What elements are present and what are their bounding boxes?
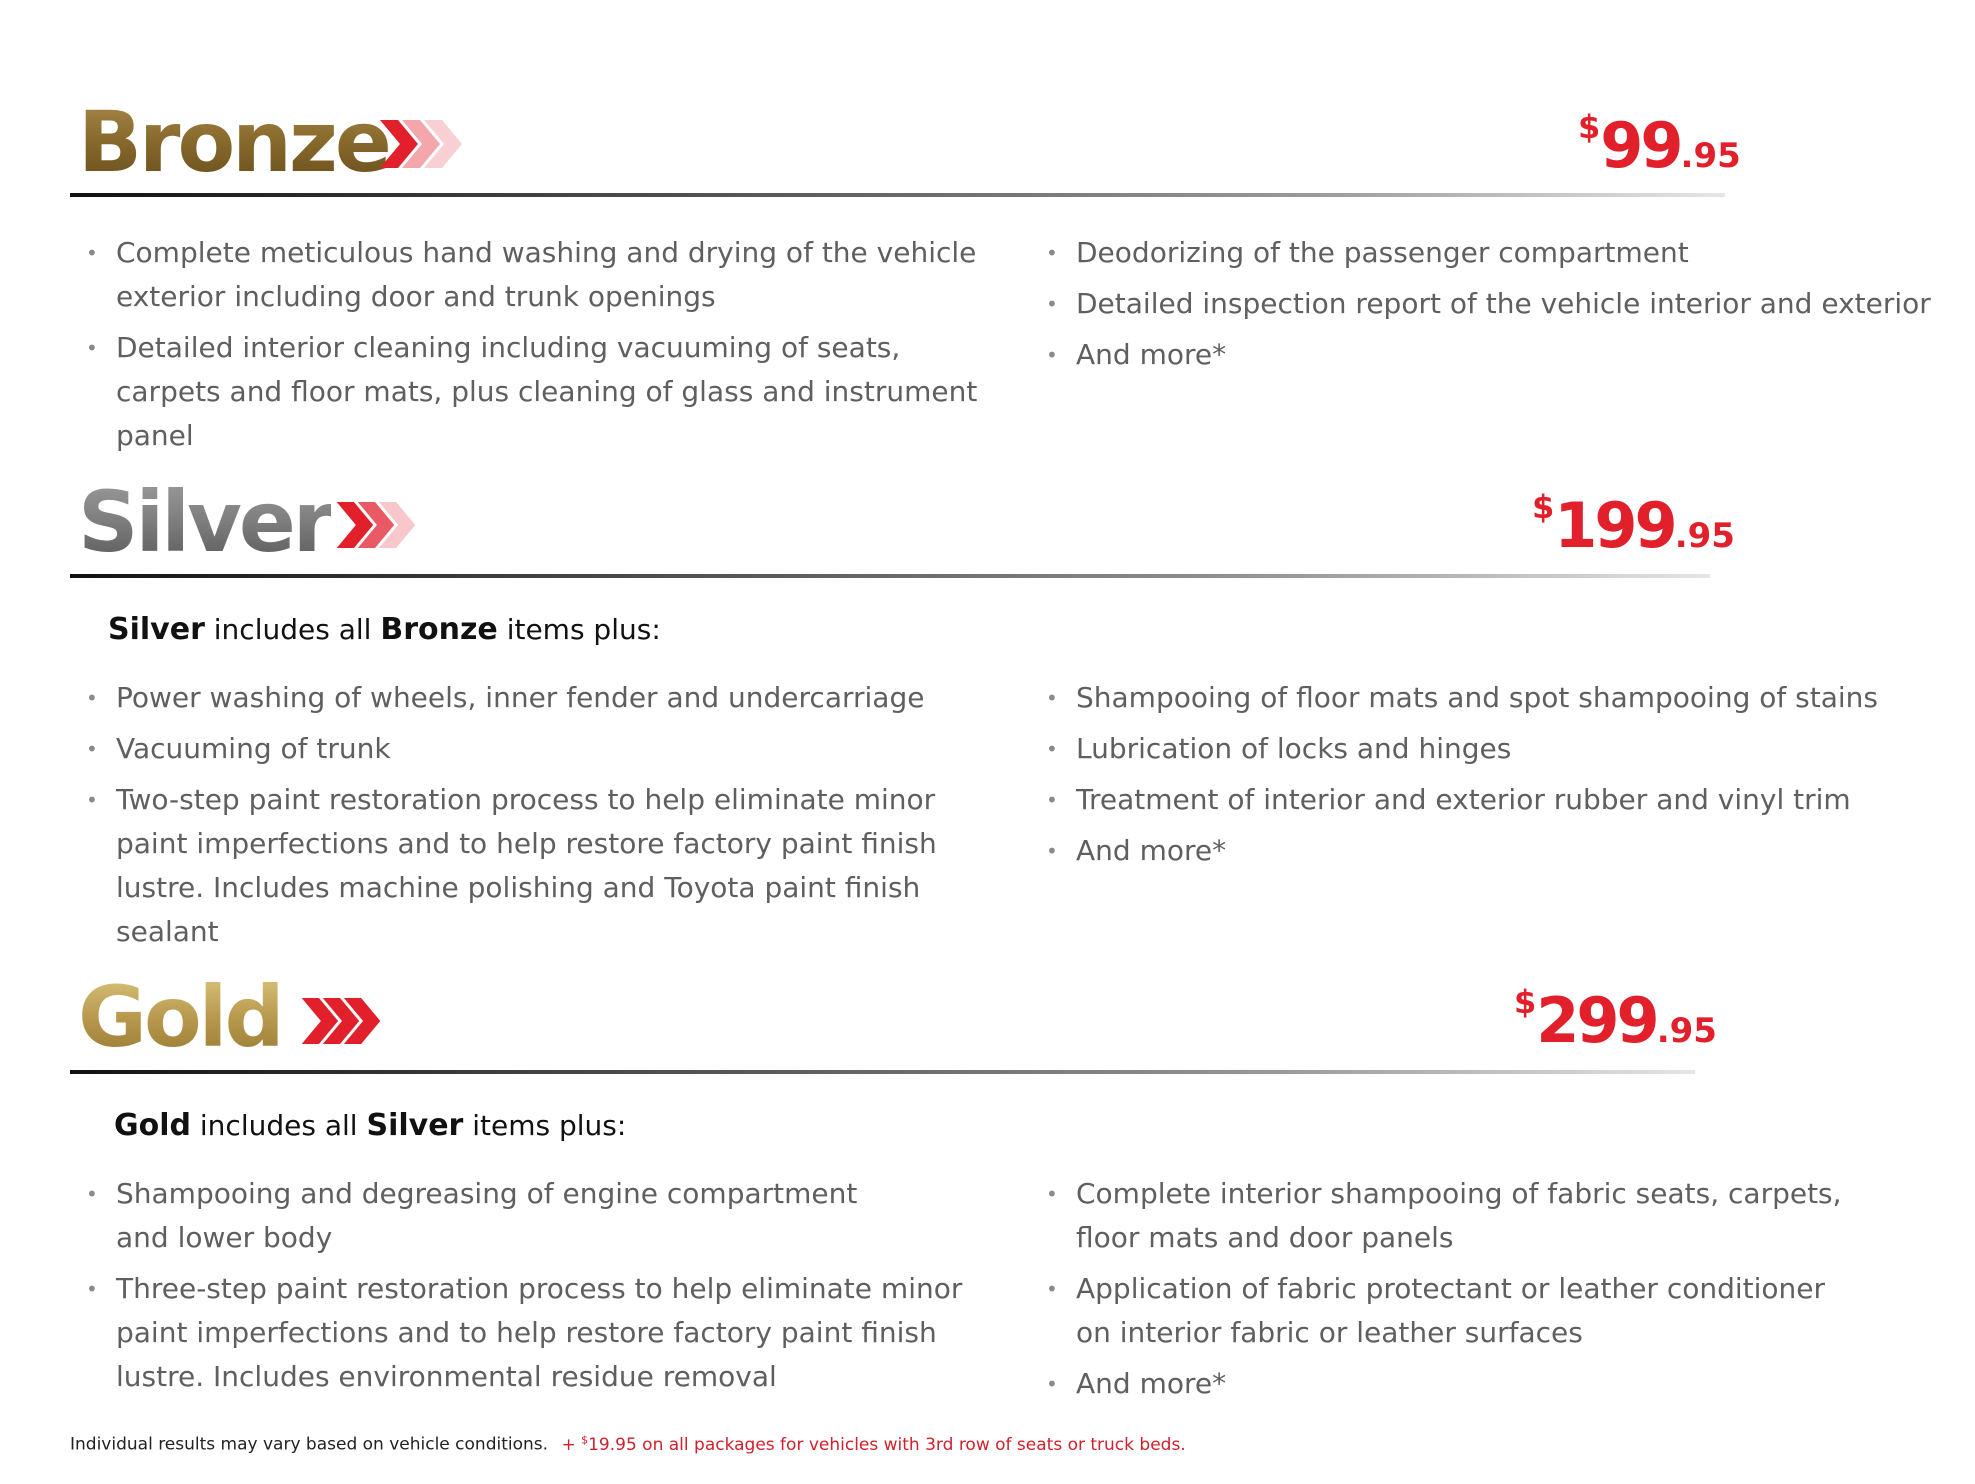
list-item: • And more* xyxy=(1048,829,1968,873)
gold-price xyxy=(1514,983,1717,1057)
includes-tier: Silver xyxy=(108,612,205,647)
bronze-chevrons-icon xyxy=(380,120,462,168)
footer-surcharge xyxy=(561,1435,1185,1455)
silver-left-list xyxy=(88,676,1008,961)
includes-base: Silver xyxy=(366,1108,464,1143)
bronze-price-currency: $ xyxy=(1578,108,1601,146)
list-item: • Complete interior shampooing of fabric seats, carpets, floor mats and door panels xyxy=(1048,1172,1848,1260)
list-item: • Shampooing of floor mats and spot shampooing of stains xyxy=(1048,676,1968,720)
bronze-divider xyxy=(70,193,1725,197)
includes-base: Bronze xyxy=(380,612,498,647)
list-item: • Vacuuming of trunk xyxy=(88,727,1008,771)
bronze-price xyxy=(1578,108,1741,182)
silver-price-cents: .95 xyxy=(1674,516,1735,556)
bronze-title: Bronze xyxy=(78,93,389,191)
surcharge-text: 19.95 on all packages for vehicles with 3rd row of seats or truck beds. xyxy=(588,1434,1186,1455)
footer-disclaimer xyxy=(70,1433,1186,1455)
bronze-price-cents: .95 xyxy=(1680,136,1741,176)
gold-chevrons-icon xyxy=(300,998,382,1044)
list-item: • Treatment of interior and exterior rubber and vinyl trim xyxy=(1048,778,1968,822)
list-item: • Deodorizing of the passenger compartment xyxy=(1048,231,1968,275)
silver-price-currency: $ xyxy=(1532,488,1555,526)
gold-includes-heading xyxy=(114,1108,626,1143)
gold-price-cents: .95 xyxy=(1656,1011,1717,1051)
list-item: • Application of fabric protectant or leather conditioner on interior fabric or leather surfaces xyxy=(1048,1267,1848,1355)
includes-mid: includes all xyxy=(199,1109,358,1142)
silver-right-list xyxy=(1048,676,1968,880)
includes-end: items plus: xyxy=(506,613,661,646)
gold-right-list xyxy=(1048,1172,1848,1413)
list-item: • And more* xyxy=(1048,333,1968,377)
list-item: • Detailed inspection report of the vehicle interior and exterior xyxy=(1048,282,1968,326)
list-item: • Lubrication of locks and hinges xyxy=(1048,727,1968,771)
list-item: • Detailed interior cleaning including vacuuming of seats, carpets and floor mats, plus cleaning of glass and instrument panel xyxy=(88,326,1008,458)
includes-mid: includes all xyxy=(213,613,372,646)
surcharge-currency: $ xyxy=(581,1433,589,1446)
list-item: • Two-step paint restoration process to help eliminate minor paint imperfections and to help restore factory paint finish lustre. Includes machine polishing and Toyota paint finish sealant xyxy=(88,778,1008,954)
list-item: • And more* xyxy=(1048,1362,1848,1406)
includes-end: items plus: xyxy=(472,1109,627,1142)
footer-note: Individual results may vary based on vehicle conditions. xyxy=(70,1434,549,1455)
bronze-right-list xyxy=(1048,231,1968,384)
silver-chevrons-icon xyxy=(335,502,417,548)
gold-left-list xyxy=(88,1172,1018,1406)
silver-includes-heading xyxy=(108,612,661,647)
list-item: • Complete meticulous hand washing and drying of the vehicle exterior including door and trunk openings xyxy=(88,231,1008,319)
gold-price-currency: $ xyxy=(1514,983,1537,1021)
gold-price-whole: 299 xyxy=(1536,984,1657,1057)
gold-title: Gold xyxy=(78,968,282,1066)
bronze-left-list xyxy=(88,231,1008,465)
includes-tier: Gold xyxy=(114,1108,191,1143)
silver-divider xyxy=(70,574,1710,578)
bronze-price-whole: 99 xyxy=(1600,109,1681,182)
silver-title: Silver xyxy=(78,473,332,571)
list-item: • Shampooing and degreasing of engine compartment and lower body xyxy=(88,1172,876,1260)
silver-price-whole: 199 xyxy=(1554,489,1675,562)
surcharge-prefix: + xyxy=(561,1434,576,1455)
gold-divider xyxy=(70,1070,1695,1074)
list-item: • Three-step paint restoration process to help eliminate minor paint imperfections and to help restore factory paint finish lustre. Includes environmental residue removal xyxy=(88,1267,1018,1399)
list-item: • Power washing of wheels, inner fender and undercarriage xyxy=(88,676,1008,720)
silver-price xyxy=(1532,488,1735,562)
